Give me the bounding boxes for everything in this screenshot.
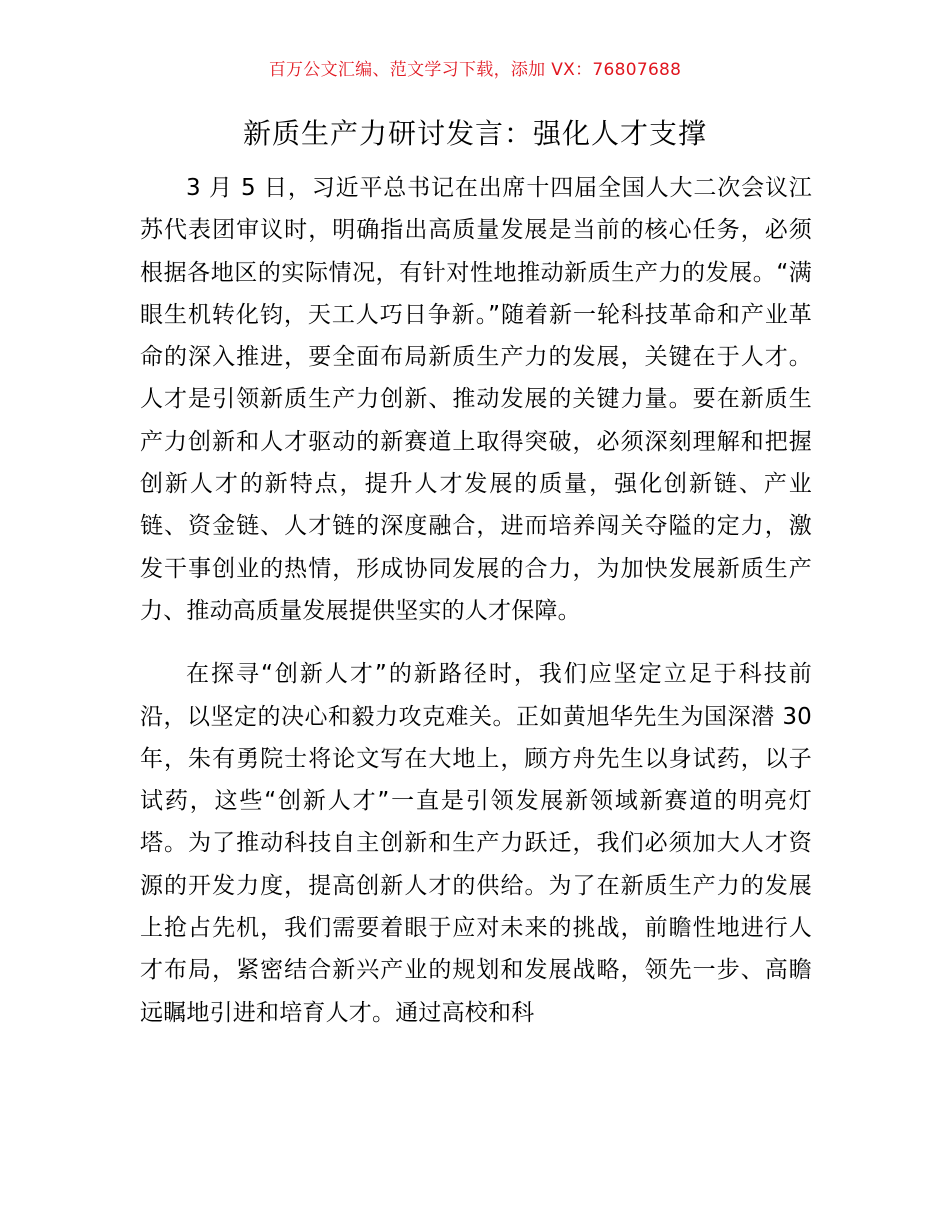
download-banner: 百万公文汇编、范文学习下载，添加 VX：76807688 (268, 60, 682, 80)
document-title: 新质生产力研讨发言：强化人才支撑 (242, 117, 707, 150)
document-body (140, 167, 812, 1034)
paragraph-1: 3 月 5 日，习近平总书记在出席十四届全国人大二次会议江苏代表团审议时，明确指出高质量发展是当前的核心任务，必须根据各地区的实际情况，有针对性地推动新质生产力的发展。“满眼生机转化钧，天工人巧日争新。”随着新一轮科技革命和产业革命的深入推进，要全面布局新质生产力的发展，关键在于人才。人才是引领新质生产力创新、推动发展的关键力量。要在新质生产力创新和人才驱动的新赛道上取得突破，必须深刻理解和把握创新人才的新特点，提升人才发展的质量，强化创新链、产业链、资金链、人才链的深度融合，进而培养闯关夺隘的定力，激发干事创业的热情，形成协同发展的合力，为加快发展新质生产力、推动高质量发展提供坚实的人才保障。 (140, 175, 812, 624)
paragraph-2: 在探寻“创新人才”的新路径时，我们应坚定立足于科技前沿，以坚定的决心和毅力攻克难关。正如黄旭华先生为国深潜 30 年，朱有勇院士将论文写在大地上，顾方舟先生以身试药，以子试药，这些“创新人才”一直是引领发展新领域新赛道的明亮灯塔。为了推动科技自主创新和生产力跃迁，我们必须加大人才资源的开发力度，提高创新人才的供给。为了在新质生产力的发展上抢占先机，我们需要着眼于应对未来的挑战，前瞻性地进行人才布局，紧密结合新兴产业的规划和发展战略，领先一步、高瞻远瞩地引进和培育人才。通过高校和科 (140, 661, 812, 1026)
